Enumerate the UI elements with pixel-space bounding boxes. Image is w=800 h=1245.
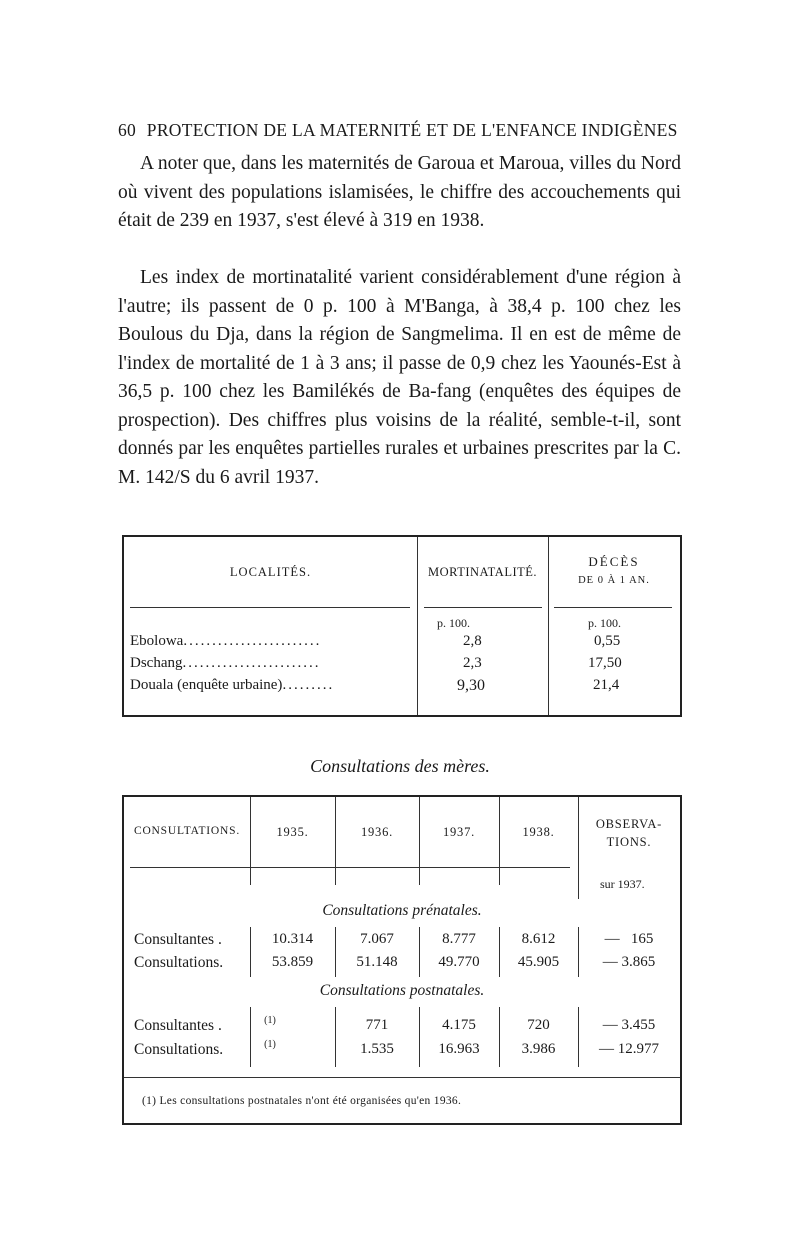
header-mortinatalite: MORTINATALITÉ. [427, 565, 538, 579]
row-label: Consultantes . [134, 931, 222, 948]
row-label: Consultations. [134, 1041, 224, 1058]
row-deces: 21,4 [593, 677, 620, 693]
cell-observations: — 165 [604, 931, 654, 947]
row-deces: 17,50 [588, 655, 622, 671]
cell-1936: 51.148 [356, 954, 398, 970]
cell-1938: 720 [527, 1017, 550, 1033]
header-1935: 1935. [276, 825, 309, 839]
row-label: Consultations. [134, 954, 224, 971]
running-header [118, 120, 678, 141]
paragraph-2: Les index de mortinatalité varient considérablement d'une région à l'autre; ils passent de 0 p. 100 à M'Banga, à 38,4 p. 100 chez les Boulous du Dja, dans la région de Sangmelima. Il en est de même de l'index de mortalité de 1 à 3 ans; il passe de 0,9 chez les Yaounés-Est à 36,5 p. 100 chez les Bamilékés de Ba-fang (enquêtes des équipes de prospection). Des chiffres plus voisins de la réalité, semble-t-il, sont donnés par les enquêtes partielles rurales et urbaines prescrites par la C. M. 142/S du 6 avril 1937. [118, 267, 681, 488]
header-deces: DÉCÈS [588, 554, 640, 569]
row-mortinatalite: 2,3 [463, 655, 482, 671]
cell-1936: 771 [365, 1017, 389, 1033]
section-title-postnatal: Consultations postnatales. [319, 982, 485, 999]
cell-1937: 4.175 [442, 1017, 476, 1033]
table-footnote: (1) Les consultations postnatales n'ont été organisées qu'en 1936. [142, 1095, 462, 1107]
paragraph-1: A noter que, dans les maternités de Garoua et Maroua, villes du Nord où vivent des populations islamisées, le chiffre des accouchements qui était de 239 en 1937, s'est élevé à 319 en 1938. [118, 153, 681, 231]
row-place: Douala (enquête urbaine) [130, 677, 283, 693]
unit-mortinatalite: p. 100. [437, 616, 470, 630]
row-place: Dschang [130, 655, 183, 671]
header-consultations: CONSULTATIONS. [133, 825, 241, 837]
cell-1937: 16.963 [438, 1041, 480, 1057]
column-divider [417, 537, 418, 715]
header-deces-age: DE 0 À 1 AN. [578, 575, 650, 586]
header-1936: 1936. [360, 825, 394, 839]
cell-1936: 7.067 [360, 931, 394, 947]
cell-1938: 45.905 [517, 954, 560, 970]
cell-1938: 8.612 [521, 931, 556, 947]
cell-observations: — 3.865 [602, 954, 656, 970]
cell-1937: 8.777 [442, 931, 476, 947]
cell-observations: — 12.977 [599, 1041, 659, 1057]
cell-1935: (1) [264, 1039, 276, 1050]
consultations-table [122, 795, 682, 1125]
footnote-rule [124, 1077, 680, 1078]
cell-1937: 49.770 [438, 954, 480, 970]
mortinatality-table [122, 535, 682, 717]
row-deces: 0,55 [594, 633, 621, 649]
table-caption: Consultations des mères. [310, 756, 490, 776]
column-divider [499, 797, 500, 885]
header-rule [130, 607, 410, 608]
cell-1935: 10.314 [271, 931, 314, 947]
cell-1938: 3.986 [521, 1041, 556, 1057]
unit-deces: p. 100. [588, 616, 621, 630]
observations-note: sur 1937. [600, 877, 645, 891]
header-rule [424, 607, 542, 608]
row-mortinatalite: 9,30 [457, 677, 485, 694]
column-divider [578, 1007, 579, 1067]
header-localites: LOCALITÉS. [229, 565, 312, 579]
cell-1935: (1) [264, 1015, 276, 1026]
header-1937: 1937. [442, 825, 476, 839]
header-observations: OBSERVA- [595, 817, 663, 831]
column-divider [419, 797, 420, 885]
column-divider [335, 1007, 336, 1067]
header-rule [130, 867, 570, 868]
header-observations-2: TIONS. [606, 835, 652, 849]
column-divider [499, 1007, 500, 1067]
dot-leader: ........................ [182, 655, 321, 671]
running-title: PROTECTION DE LA MATERNITÉ ET DE L'ENFANCE INDIGÈNES [146, 120, 678, 140]
page-number: 60 [118, 120, 137, 140]
cell-1935: 53.859 [271, 954, 314, 970]
column-divider [335, 797, 336, 885]
header-1938: 1938. [522, 825, 555, 839]
dot-leader: ........................ [183, 633, 322, 649]
cell-observations: — 3.455 [602, 1017, 656, 1033]
section-title-prenatal: Consultations prénatales. [322, 902, 482, 919]
cell-1936: 1.535 [360, 1041, 394, 1057]
header-rule [554, 607, 672, 608]
row-mortinatalite: 2,8 [463, 633, 482, 649]
row-place: Ebolowa [130, 633, 184, 649]
dot-leader: ......... [282, 677, 335, 693]
column-divider [250, 797, 251, 885]
column-divider [419, 1007, 420, 1067]
row-label: Consultantes . [134, 1017, 222, 1034]
